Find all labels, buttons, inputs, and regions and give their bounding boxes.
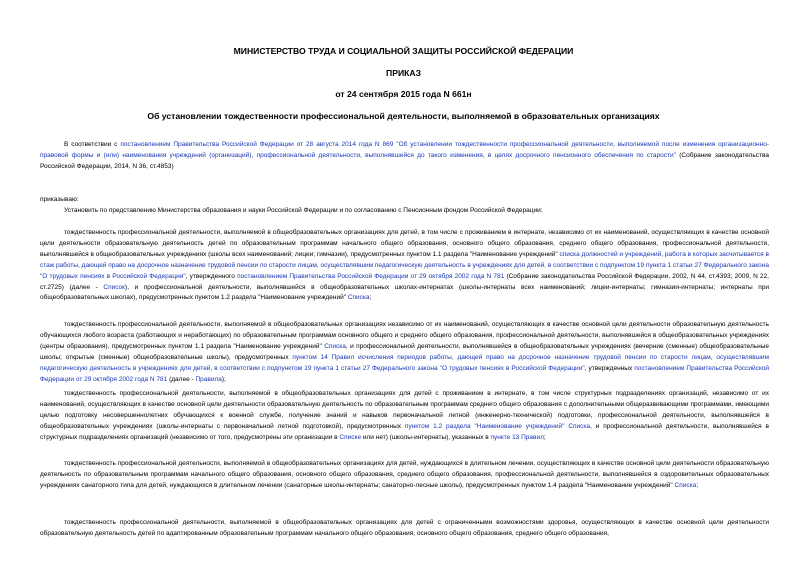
text-run: ); bbox=[221, 375, 226, 383]
clause-paragraph-2 bbox=[40, 320, 769, 385]
rules-point-13-link[interactable]: пункте 13 Правил bbox=[490, 433, 544, 441]
resolution-781-link[interactable]: постановлением Правительства Российской Федерации от 29 октября 2002 года N 781 bbox=[237, 272, 505, 280]
text-run: В соответствии с bbox=[64, 141, 121, 148]
clause-paragraph-1 bbox=[40, 228, 769, 304]
text-run: , и профессиональной деятельности, выполнявшейся в структурных подразделениях организаций (независимо от того, предусмотрены эти организации в bbox=[40, 422, 769, 441]
text-run: ; bbox=[696, 481, 699, 489]
list-short-link[interactable]: Списке bbox=[339, 433, 362, 441]
order-word bbox=[40, 195, 769, 206]
text-run: (далее - bbox=[167, 375, 196, 383]
rules-link[interactable]: Правила bbox=[195, 375, 222, 383]
clause-paragraph-3 bbox=[40, 389, 769, 444]
text-run: тождественность профессиональной деятельности, выполняемой в общеобразовательных организациях для детей, нуждающихся в длительном лечении, осуществляющих в качестве основной цели деятельности образовательную деятельность по образовательным программам начального общего образования, основного общего образования, среднего общего образования, профессиональной деятельности, выполнявшейся в оздоровительных образовательных учреждениях санаторного типа для детей, нуждающихся в длительном лечении (санаторные школы-интернаты; санаторно-лесные школы), предусмотренных пунктом 1.4 раздела "Наименование учреждений" bbox=[40, 460, 769, 489]
clause-paragraph-4 bbox=[40, 459, 769, 492]
preamble-paragraph bbox=[40, 140, 769, 173]
document-type: ПРИКАЗ bbox=[386, 68, 421, 78]
rules-point-14-link[interactable]: пунктом 14 Правил исчисления периодов работы, дающей право на досрочное назначение трудовой пенсии по старости лицам, осуществлявшим педагогическую деятельность в учреждениях для детей, в соответствии с подпунктом 19 пункта 1 статьи 27 Федерального закона "О трудовых пенсиях в Российской Федерации" bbox=[40, 353, 769, 372]
list-short-link[interactable]: Списка bbox=[324, 342, 346, 350]
document-title: Об установлении тождественности профессиональной деятельности, выполняемой в образовательных организациях bbox=[147, 111, 660, 121]
text-run: тождественность профессиональной деятельности, выполняемой в общеобразовательных организациях для детей с ограниченными возможностями здоровья, осуществляющих в качестве основной цели деятельности образовательную деятельность детей по адаптированным образовательным программам начального общего образования, основного общего образования, среднего общего образования, bbox=[40, 519, 769, 537]
list-short-link[interactable]: Список bbox=[103, 283, 126, 291]
text-run: , утвержденных bbox=[584, 364, 635, 372]
text-run: , утвержденного bbox=[185, 272, 238, 280]
ministry-heading: МИНИСТЕРСТВО ТРУДА И СОЦИАЛЬНОЙ ЗАЩИТЫ РОССИЙСКОЙ ФЕДЕРАЦИИ bbox=[233, 46, 574, 56]
text-run: тождественность профессиональной деятельности, выполняемой в общеобразовательных организациях независимо от их наименований, осуществляющих в качестве основной цели деятельности образовательную деятельность обучающихся любого возраста (работающих и неработающих) по образовательным программам основного общего и среднего общего образования, профессиональной деятельности, выполнявшейся в общеобразовательных учреждениях (центры образования), предусмотренных пунктом 1.1 раздела "Наименование учреждений" bbox=[40, 321, 769, 350]
establish-paragraph bbox=[40, 206, 769, 217]
text-run: (Собрание законодательства Российской Федерации, 2014, N 36, ст.4853) bbox=[40, 151, 769, 170]
resolution-869-link[interactable]: постановлением Правительства Российской Федерации от 28 августа 2014 года N 869 "Об установлении тождественности профессиональной деятельности, выполняемой после изменения организационно-правовой формы и (или) наименования учреждений (организаций), профессиональной деятельности, выполнявшейся до такого изменения, в целях досрочного пенсионного обеспечения по старости" bbox=[40, 141, 769, 159]
text-run: или нет) (школы-интернаты), указанных в bbox=[361, 433, 491, 441]
text-run: ), и профессиональной деятельности, выполнявшейся в общеобразовательных школах-интернатах (школы-интернаты всех наименований; лицеи-интернаты; гимназии-интернаты; интернаты при общеобразовательных школах), предусмотренных пунктом 1.2 раздела "Наименование учреждений" bbox=[40, 283, 769, 302]
text-run: , и профессиональной деятельности, выполнявшейся в общеобразовательных учреждениях (вечерние (сменные) общеобразовательные школы; открытые (сменные) общеобразовательные школы), предусмотренных bbox=[40, 342, 770, 361]
clause-paragraph-5 bbox=[40, 518, 769, 540]
text-run: ; bbox=[543, 433, 546, 441]
text-run: ; bbox=[369, 294, 372, 302]
list-link[interactable]: списка должностей и учреждений, работа в которых засчитывается в стаж работы, дающей право на досрочное назначение трудовой пенсии по старости лицам, осуществлявшим педагогическую деятельность в учреждениях для детей, в соответствии с подпунктом 19 пункта 1 статьи 27 Федерального закона "О трудовых пенсиях в Российской Федерации" bbox=[40, 250, 769, 280]
document-date-number: от 24 сентября 2015 года N 661н bbox=[335, 89, 472, 99]
text-run: (Собрание законодательства Российской Федерации, 2002, N 44, ст.4393; 2009, N 22, ст.2725) (далее - bbox=[40, 272, 769, 291]
text-run: Установить по представлению Министерства образования и науки Российской Федерации и по согласованию с Пенсионным фондом Российской Федерации: bbox=[64, 207, 543, 214]
resolution-781-link[interactable]: постановлением Правительства Российской Федерации от 29 октября 2002 года N 781 bbox=[40, 364, 769, 383]
text-run: приказываю: bbox=[40, 196, 79, 203]
list-short-link[interactable]: Списка bbox=[347, 294, 370, 302]
text-run: тождественность профессиональной деятельности, выполняемой в общеобразовательных организациях для детей с проживанием в интернате, в том числе структурных подразделениях организаций, независимо от их наименований, осуществляющих в качестве основной цели деятельности образовательную деятельность по образовательным программам среднего общего образования с дополнительными общеразвивающими программами, имеющими целью подготовку несовершеннолетних обучающихся к военной службе, получение знаний и навыков первоначальной летной (инженерно-технической) подготовки, профессиональной деятельности, выполнявшейся в общеобразовательных учреждениях (школы-интернаты с первоначальной летной подготовкой), предусмотренных bbox=[40, 390, 769, 430]
text-run: тождественность профессиональной деятельности, выполняемой в общеобразовательных организациях для детей, в том числе с проживанием в интернате, независимо от их наименований, осуществляющих в качестве основной цели деятельности образовательную деятельность детей по образовательным программам начального общего образования, основного общего образования, среднего общего образования, профессиональной деятельности, выполнявшейся в общеобразовательных учреждениях (школы всех наименований; лицеи; гимназии), предусмотренных пунктом 1.1 раздела "Наименование учреждений" bbox=[40, 229, 769, 258]
list-point-1-2-link[interactable]: пунктом 1.2 раздела "Наименование учреждений" Списка bbox=[404, 422, 591, 430]
list-short-link[interactable]: Списка bbox=[674, 481, 697, 489]
